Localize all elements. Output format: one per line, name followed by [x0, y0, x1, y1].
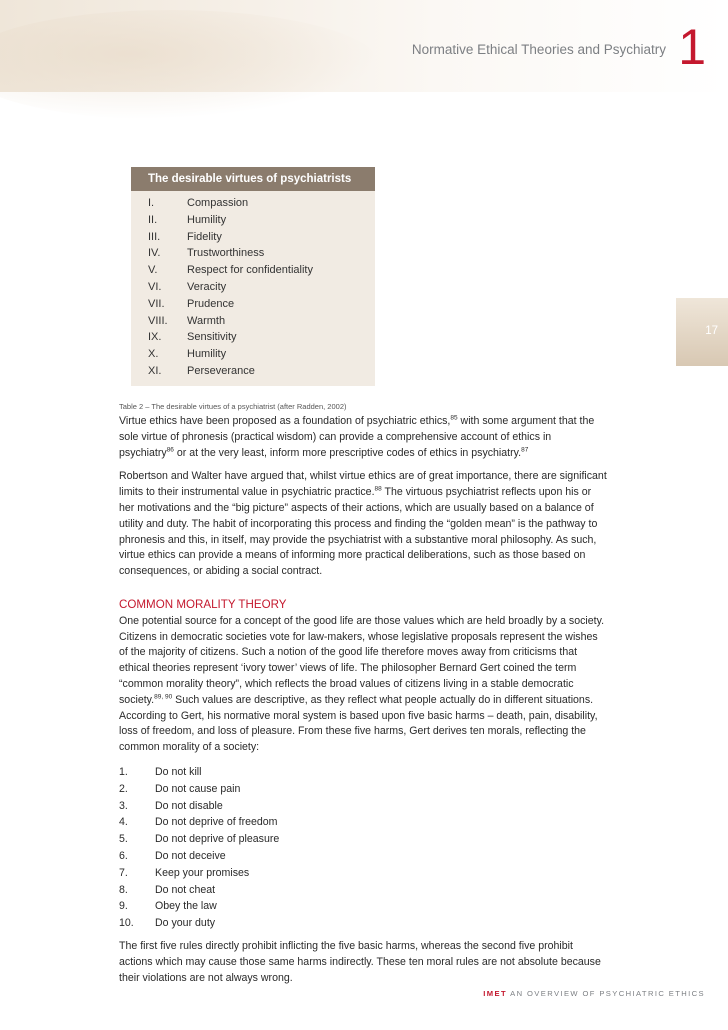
moral-item [119, 798, 609, 815]
moral-text: Do not deprive of pleasure [155, 833, 280, 846]
moral-item [119, 848, 609, 865]
moral-number: 6. [119, 849, 128, 862]
moral-number: 4. [119, 816, 128, 829]
moral-item [119, 865, 609, 882]
paragraph-robertson-walter [119, 469, 609, 580]
virtues-list [131, 191, 375, 380]
virtue-item [131, 296, 375, 313]
virtue-numeral: XI. [148, 364, 162, 377]
text-run: Robertson and Walter have argued that, whilst virtue ethics are of great importance, there are significant limits to their instrumental value in psychiatric practice. [119, 470, 607, 499]
footer [483, 989, 705, 998]
moral-item [119, 764, 609, 781]
virtue-label: Veracity [187, 280, 227, 293]
virtue-numeral: III. [148, 230, 161, 243]
virtue-item [131, 245, 375, 262]
text-run: One potential source for a concept of the good life are those values which are held broadly by a society. Citizens in democratic societies vote for law-makers, whose legislative proposals represent the wishes of the majority of citizens. Such a notion of the good life therefore moves away from criticisms that ethical theories represent ‘ivory tower’ views of life. The philosopher Bernard Gert coined the term “common morality theory”, which reflects the broad values of citizens living in a stable democratic society. [119, 614, 605, 706]
virtue-item [131, 313, 375, 330]
virtue-item [131, 346, 375, 363]
virtue-label: Warmth [187, 314, 226, 327]
moral-text: Do your duty [155, 917, 216, 930]
text-run: Virtue ethics have been proposed as a foundation of psychiatric ethics, [119, 415, 451, 427]
virtue-item [131, 329, 375, 346]
virtue-numeral: I. [148, 197, 155, 209]
virtue-label: Fidelity [187, 230, 222, 243]
body-text [119, 414, 609, 994]
footer-brand: IMET [483, 989, 508, 998]
moral-text: Keep your promises [155, 866, 250, 879]
moral-item [119, 781, 609, 798]
virtue-item [131, 195, 375, 212]
moral-text: Do not disable [155, 799, 223, 812]
moral-text: Do not cause pain [155, 782, 241, 795]
virtue-numeral: V. [148, 264, 158, 277]
moral-item [119, 831, 609, 848]
text-run: with some argument that the sole virtue of phronesis (practical wisdom) can provide a comprehensive account of ethics in psychiatry [119, 415, 595, 459]
virtue-label: Compassion [187, 197, 249, 209]
virtue-label: Respect for confidentiality [187, 264, 313, 277]
moral-text: Do not deceive [155, 849, 226, 862]
chapter-number: 1 [678, 19, 706, 75]
moral-text: Do not kill [155, 765, 202, 778]
virtue-numeral: IX. [148, 331, 162, 344]
virtue-numeral: IV. [148, 247, 161, 260]
moral-text: Obey the law [155, 900, 217, 913]
footer-title: AN OVERVIEW OF PSYCHIATRIC ETHICS [510, 989, 705, 998]
virtue-item [131, 363, 375, 380]
moral-number: 1. [119, 765, 128, 778]
virtues-table [131, 167, 375, 386]
virtue-numeral: VII. [148, 297, 165, 310]
page-number: 17 [705, 325, 718, 337]
virtue-label: Sensitivity [187, 331, 237, 344]
moral-number: 8. [119, 883, 128, 896]
moral-item [119, 814, 609, 831]
virtue-label: Perseverance [187, 364, 255, 377]
reference-marker: 89, 90 [154, 693, 173, 701]
virtue-label: Prudence [187, 297, 235, 310]
chapter-title: Normative Ethical Theories and Psychiatry [411, 42, 666, 57]
text-run: The virtuous psychiatrist reflects upon his or her motivations and the “big picture” aspects of their actions, which are usually based on a balance of utility and duty. The habit of incorporating this process and finding the “golden mean” is the pathway to phronesis and this, in itself, may provide the psychiatrist with a substantive moral philosophy. As such, virtue ethics can provide a means of informing more practical deliberations, such as those based on consequences, or abiding a social contract. [119, 486, 598, 578]
virtue-item [131, 279, 375, 296]
virtues-table-title: The desirable virtues of psychiatrists [131, 167, 375, 191]
text-run: Such values are descriptive, as they reflect what people actually do in different situations. According to Gert, his normative moral system is based upon five basic harms – death, pain, disability, loss of freedom, and loss of pleasure. From these five harms, Gert derives ten morals, reflecting the common morality of a society: [119, 693, 598, 754]
moral-number: 5. [119, 833, 128, 846]
moral-text: Do not deprive of freedom [155, 816, 278, 829]
moral-number: 10. [119, 917, 134, 930]
header-decoration [0, 10, 380, 120]
paragraph-common-morality [119, 614, 609, 756]
virtue-item [131, 229, 375, 246]
moral-item [119, 898, 609, 915]
paragraph-ten-rules: The first five rules directly prohibit inflicting the five basic harms, whereas the second five prohibit actions which may cause those same harms indirectly. These ten moral rules are not absolute because their violations are not always wrong. [119, 939, 601, 984]
page-tab [676, 298, 728, 366]
text-run: or at the very least, inform more prescriptive codes of ethics in psychiatry. [173, 446, 522, 459]
virtue-item [131, 262, 375, 279]
moral-number: 3. [119, 799, 128, 812]
virtue-label: Humility [187, 348, 227, 361]
virtue-numeral: X. [148, 348, 159, 361]
paragraph-virtue-ethics [119, 414, 609, 461]
moral-number: 7. [119, 866, 128, 879]
virtue-label: Trustworthiness [187, 247, 265, 260]
morals-list [119, 764, 609, 932]
virtue-numeral: II. [148, 213, 158, 226]
moral-text: Do not cheat [155, 883, 216, 896]
virtue-label: Humility [187, 213, 227, 226]
moral-item [119, 915, 609, 932]
virtue-numeral: VIII. [148, 314, 168, 327]
reference-marker: 86 [166, 446, 174, 454]
table-caption: Table 2 – The desirable virtues of a psychiatrist (after Radden, 2002) [119, 402, 347, 411]
moral-number: 2. [119, 782, 128, 795]
virtue-item [131, 212, 375, 229]
moral-number: 9. [119, 900, 128, 913]
reference-marker: 87 [521, 446, 529, 454]
moral-item [119, 882, 609, 899]
virtue-numeral: VI. [148, 280, 162, 293]
reference-marker: 85 [450, 414, 458, 422]
reference-marker: 88 [374, 485, 382, 493]
section-heading: COMMON MORALITY THEORY [119, 597, 287, 611]
